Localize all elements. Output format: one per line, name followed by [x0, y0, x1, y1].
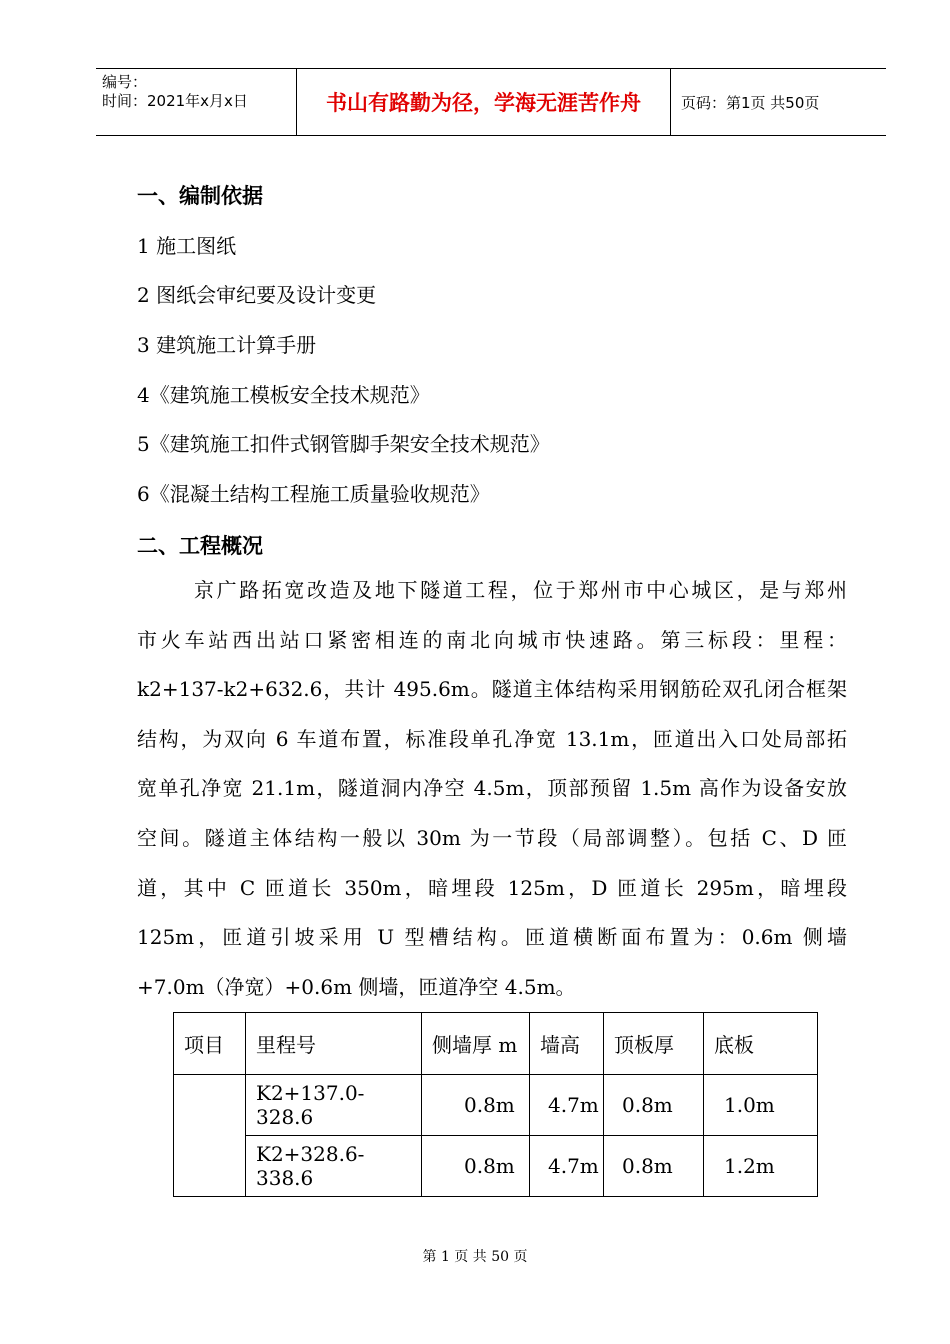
paragraph-line: 宽单孔净宽 21.1m，隧道洞内净空 4.5m，顶部预留 1.5m 高作为设备安放 — [137, 776, 847, 801]
page-footer: 第 1 页 共 50 页 — [422, 1249, 528, 1265]
structure-spec-table — [173, 1012, 818, 1197]
table-cell-floor: 1.2m — [704, 1136, 818, 1197]
reference-item: 6《混凝土结构工程施工质量验收规范》 — [137, 482, 490, 506]
table-header-row — [174, 1013, 818, 1075]
table-cell-mileage: K2+328.6-338.6 — [246, 1136, 422, 1197]
paragraph-line: +7.0m（净宽）+0.6m 侧墙，匝道净空 4.5m。 — [137, 974, 576, 999]
table-cell-roof-thickness: 0.8m — [604, 1075, 704, 1136]
section-title-overview: 二、工程概况 — [137, 534, 263, 558]
page-header — [96, 68, 886, 136]
section-title-basis: 一、编制依据 — [137, 184, 263, 208]
table-header-cell: 顶板厚 — [604, 1013, 704, 1075]
reference-item: 2 图纸会审纪要及设计变更 — [137, 283, 377, 307]
reference-item: 1 施工图纸 — [137, 234, 237, 258]
paragraph-line: 结构，为双向 6 车道布置，标准段单孔净宽 13.1m，匝道出入口处局部拓 — [137, 726, 847, 751]
paragraph-line: k2+137-k2+632.6，共计 495.6m。隧道主体结构采用钢筋砼双孔闭合框架 — [137, 677, 847, 702]
table-cell-wall-height: 4.7m — [530, 1136, 604, 1197]
header-motto: 书山有路勤为径，学海无涯苦作舟 — [297, 69, 671, 135]
header-meta — [96, 69, 297, 135]
reference-item: 3 建筑施工计算手册 — [137, 333, 317, 357]
table-cell-wall-thickness: 0.8m — [422, 1136, 530, 1197]
table-cell-wall-height: 4.7m — [530, 1075, 604, 1136]
overview-paragraph — [137, 566, 847, 1012]
table-header-cell: 里程号 — [246, 1013, 422, 1075]
reference-item: 4《建筑施工模板安全技术规范》 — [137, 383, 430, 407]
paragraph-line: 京广路拓宽改造及地下隧道工程，位于郑州市中心城区，是与郑州 — [194, 578, 847, 602]
reference-item: 5《建筑施工扣件式钢管脚手架安全技术规范》 — [137, 432, 550, 456]
table-cell-roof-thickness: 0.8m — [604, 1136, 704, 1197]
table-row — [174, 1075, 818, 1136]
table-cell-wall-thickness: 0.8m — [422, 1075, 530, 1136]
paragraph-line: 道，其中 C 匝道长 350m，暗埋段 125m，D 匝道长 295m，暗埋段 — [137, 875, 847, 900]
table-cell-item — [174, 1075, 246, 1197]
paragraph-line: 空间。隧道主体结构一般以 30m 为一节段（局部调整）。包括 C、D 匝 — [137, 825, 847, 850]
document-number-label: 编号： — [102, 73, 148, 91]
table-header-cell: 项目 — [174, 1013, 246, 1075]
table-cell-floor: 1.0m — [704, 1075, 818, 1136]
table-header-cell: 底板 — [704, 1013, 818, 1075]
table-row — [174, 1136, 818, 1197]
table-header-cell: 墙高 — [530, 1013, 604, 1075]
header-page-info: 页码：第1页 共50页 — [681, 93, 820, 112]
table-cell-mileage: K2+137.0-328.6 — [246, 1075, 422, 1136]
table-header-cell: 侧墙厚 m — [422, 1013, 530, 1075]
paragraph-line: 125m，匝道引坡采用 U 型槽结构。匝道横断面布置为：0.6m 侧墙 — [137, 925, 847, 950]
document-time-label: 时间：2021年x月x日 — [102, 92, 248, 110]
paragraph-line: 市火车站西出站口紧密相连的南北向城市快速路。第三标段：里程： — [137, 627, 847, 652]
